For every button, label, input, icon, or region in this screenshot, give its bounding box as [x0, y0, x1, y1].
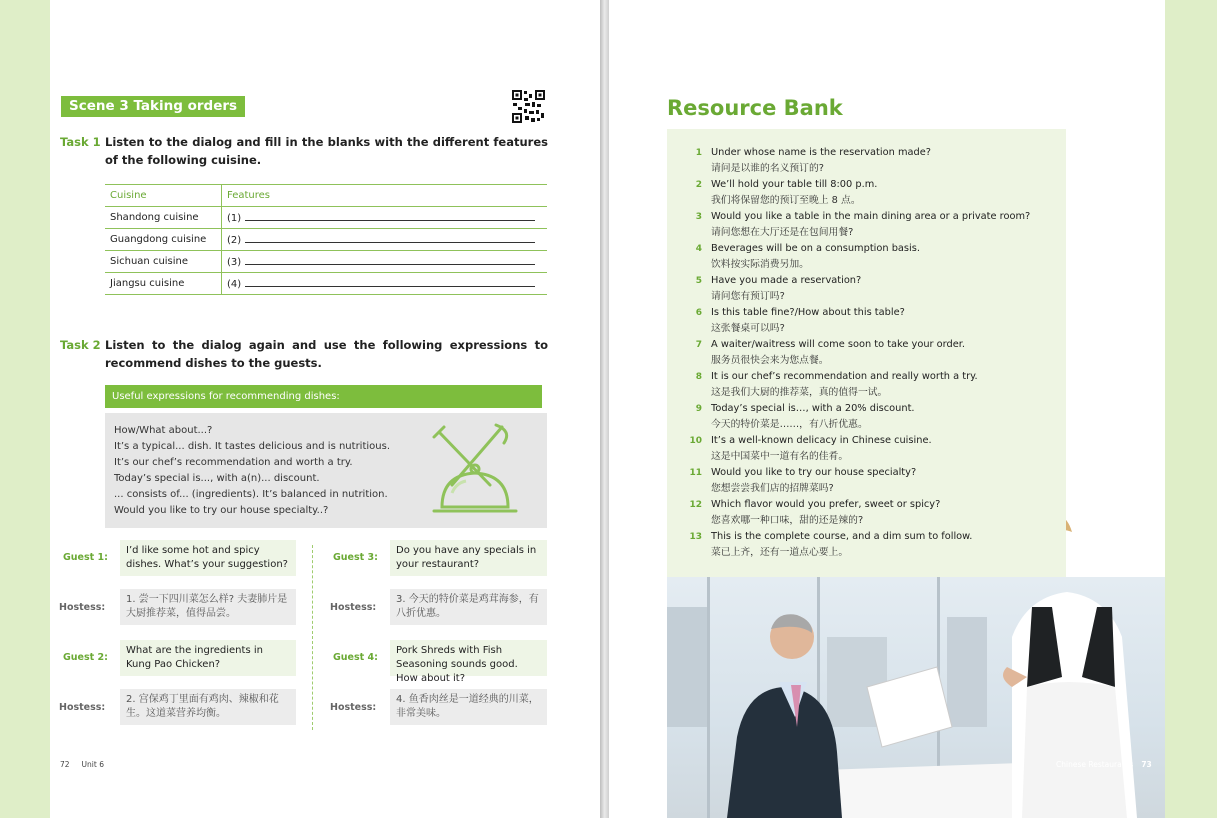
feature-blank-cell [222, 251, 548, 273]
item-chinese: 请问您有预订吗? [711, 291, 785, 302]
dialog-bubble-guest-4: Pork Shreds with Fish Seasoning sounds good. How about it? [390, 640, 547, 676]
diners-illustration [667, 577, 1165, 818]
expressions-box [105, 413, 547, 528]
item-number: 13 [689, 532, 702, 542]
item-chinese: 菜已上齐，还有一道点心要上。 [711, 547, 849, 558]
dialog-bubble-hostess-4: 4. 鱼香肉丝是一道经典的川菜，非常美味。 [390, 689, 547, 725]
item-chinese: 这是我们大厨的推荐菜，真的值得一试。 [711, 387, 888, 398]
page-number: 73 [1141, 760, 1152, 769]
speaker-guest-2: Guest 2: [63, 652, 108, 663]
task-2-text: Listen to the dialog again and use the following expressions to recommend dishes to the guests. [105, 338, 548, 370]
item-number: 10 [689, 436, 702, 446]
scene-title: Scene 3 Taking orders [61, 96, 245, 117]
blank-number: (3) [227, 256, 242, 268]
table-row [105, 229, 547, 251]
speaker-hostess-2: Hostess: [59, 702, 106, 713]
blank-number: (4) [227, 278, 242, 290]
item-english: Which flavor would you prefer, sweet or spicy? [711, 499, 941, 510]
cuisine-name: Sichuan cuisine [105, 251, 222, 273]
header-cuisine: Cuisine [105, 185, 222, 207]
item-english: Beverages will be on a consumption basis. [711, 243, 920, 254]
dialog-bubble-hostess-3: 3. 今天的特价菜是鸡茸海参，有八折优惠。 [390, 589, 547, 625]
item-number: 4 [695, 244, 702, 254]
table-row [105, 207, 547, 229]
speaker-hostess-4: Hostess: [330, 702, 377, 713]
item-chinese: 今天的特价菜是……，有八折优惠。 [711, 419, 868, 430]
dialog-bubble-guest-3: Do you have any specials in your restaurant? [390, 540, 547, 576]
expressions-heading: Useful expressions for recommending dishes: [105, 385, 542, 408]
item-chinese: 饮料按实际消费另加。 [711, 259, 809, 270]
qr-code-icon [511, 89, 546, 124]
restaurant-photo [667, 577, 1165, 818]
blank-number: (1) [227, 212, 242, 224]
item-number: 6 [695, 308, 702, 318]
right-page [609, 0, 1165, 818]
item-chinese: 您喜欢哪一种口味，甜的还是辣的? [711, 515, 864, 526]
speaker-hostess-3: Hostess: [330, 602, 377, 613]
fill-in-blank[interactable] [245, 278, 535, 287]
fill-in-blank[interactable] [245, 256, 535, 265]
item-number: 2 [695, 180, 702, 190]
item-chinese: 我们将保留您的预订至晚上 8 点。 [711, 195, 861, 206]
expression-line: It’s our chef’s recommendation and worth a try. [114, 457, 353, 468]
item-chinese: 这是中国菜中一道有名的佳肴。 [711, 451, 849, 462]
dialog-bubble-hostess-1: 1. 尝一下四川菜怎么样? 夫妻肺片是大厨推荐菜，值得品尝。 [120, 589, 296, 625]
page-number: 72 [60, 760, 70, 769]
item-chinese: 请问是以谁的名义预订的? [711, 163, 824, 174]
item-chinese: 请问您想在大厅还是在包间用餐? [711, 227, 854, 238]
item-english: A waiter/waitress will come soon to take your order. [711, 339, 966, 350]
item-english: Would you like to try our house specialty? [711, 467, 917, 478]
fill-in-blank[interactable] [245, 212, 535, 221]
item-number: 3 [695, 212, 702, 222]
table-header-row [105, 185, 547, 207]
item-english: Is this table fine?/How about this table? [711, 307, 905, 318]
cuisine-name: Guangdong cuisine [105, 229, 222, 251]
item-chinese: 服务员很快会来为您点餐。 [711, 355, 829, 366]
item-number: 9 [695, 404, 702, 414]
dialog-bubble-guest-1: I’d like some hot and spicy dishes. What’s your suggestion? [120, 540, 296, 576]
table-row [105, 251, 547, 273]
item-chinese: 这张餐桌可以吗? [711, 323, 785, 334]
item-english: It’s a well-known delicacy in Chinese cuisine. [711, 435, 932, 446]
task-2-label: Task 2 [60, 338, 101, 352]
expression-line: Today’s special is..., with a(n)... discount. [114, 473, 320, 484]
item-english: It is our chef’s recommendation and really worth a try. [711, 371, 978, 382]
speaker-guest-4: Guest 4: [333, 652, 378, 663]
feature-blank-cell [222, 207, 548, 229]
item-number: 8 [695, 372, 702, 382]
item-number: 1 [695, 148, 702, 158]
expressions-list [114, 423, 390, 519]
expression-line: How/What about...? [114, 425, 213, 436]
item-english: Under whose name is the reservation made? [711, 147, 931, 158]
page-gutter [600, 0, 609, 818]
dialog-divider [312, 545, 313, 730]
expression-line: It’s a typical... dish. It tastes delicious and is nutritious. [114, 441, 390, 452]
header-features: Features [222, 185, 548, 207]
right-footer [1056, 760, 1152, 769]
item-chinese: 您想尝尝我们店的招牌菜吗? [711, 483, 834, 494]
speaker-hostess-1: Hostess: [59, 602, 106, 613]
item-number: 11 [689, 468, 702, 478]
resource-bank-title: Resource Bank [667, 96, 843, 120]
fill-in-blank[interactable] [245, 234, 535, 243]
item-number: 12 [689, 500, 702, 510]
dialog-bubble-hostess-2: 2. 宫保鸡丁里面有鸡肉、辣椒和花生。这道菜营养均衡。 [120, 689, 296, 725]
task-1-text: Listen to the dialog and fill in the blanks with the different features of the following cuisine. [105, 135, 548, 167]
resource-bank-box [667, 129, 1066, 577]
dialog-bubble-guest-2: What are the ingredients in Kung Pao Chicken? [120, 640, 296, 676]
expression-line: ... consists of... (ingredients). It’s balanced in nutrition. [114, 489, 388, 500]
item-english: This is the complete course, and a dim sum to follow. [711, 531, 973, 542]
table-row [105, 273, 547, 295]
cuisine-name: Jiangsu cuisine [105, 273, 222, 295]
item-english: Would you like a table in the main dining area or a private room? [711, 211, 1031, 222]
task-1-label: Task 1 [60, 135, 101, 149]
expression-line: Would you like to try our house specialty..? [114, 505, 329, 516]
feature-blank-cell [222, 273, 548, 295]
item-english: Today’s special is…, with a 20% discount. [711, 403, 915, 414]
item-english: We’ll hold your table till 8:00 p.m. [711, 179, 878, 190]
left-footer [60, 760, 104, 769]
unit-label: Unit 6 [81, 760, 104, 769]
fork-knife-cloche-icon [430, 423, 520, 521]
feature-blank-cell [222, 229, 548, 251]
item-english: Have you made a reservation? [711, 275, 862, 286]
cuisine-name: Shandong cuisine [105, 207, 222, 229]
speaker-guest-1: Guest 1: [63, 552, 108, 563]
item-number: 7 [695, 340, 702, 350]
chapter-label: Chinese Restaurants [1056, 760, 1134, 769]
cuisine-table [105, 184, 547, 295]
left-page [50, 0, 600, 818]
speaker-guest-3: Guest 3: [333, 552, 378, 563]
item-number: 5 [695, 276, 702, 286]
blank-number: (2) [227, 234, 242, 246]
